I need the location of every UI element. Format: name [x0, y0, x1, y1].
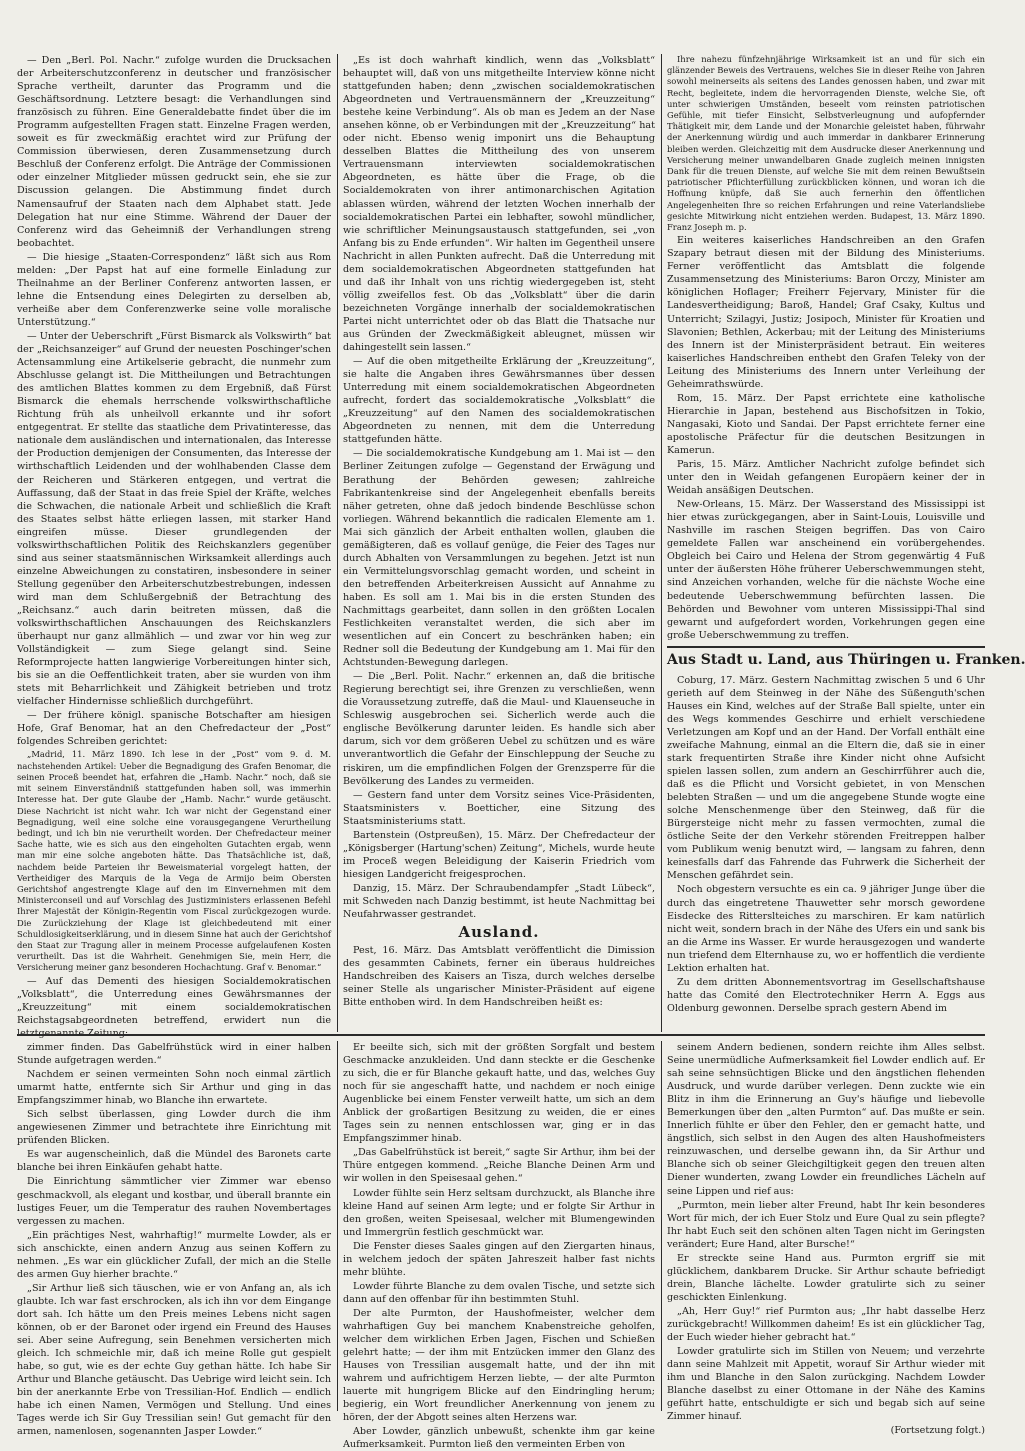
feuilleton-divider — [17, 1034, 985, 1036]
section-rule — [667, 646, 985, 648]
novel-paragraph: zimmer finden. Das Gabelfrühstück wird in einer halben Stunde aufgetragen werden.“ — [17, 1042, 331, 1067]
feuilleton-column-2 — [343, 1041, 655, 1451]
novel-paragraph: Lowder führte Blanche zu dem ovalen Tische, und setzte sich dann auf den offenbar für ihn bestimmten Stuhl. — [343, 1280, 655, 1305]
news-column-2 — [343, 54, 655, 1032]
section-heading-ausland: Ausland. — [458, 923, 540, 942]
column-divider — [661, 1041, 662, 1411]
column-divider — [337, 54, 338, 1032]
news-paragraph: — Auf die oben mitgetheilte Erklärung der „Kreuzzeitung“, sie halte die Angaben ihres Gewährsmannes über dessen Unterredung mit einem socialdemokratischen Abgeordneten aufrecht, fordert das socialdemokratische „Volksblatt“ die „Kreuzzeitung“ auf den Namen des socialdemokratischen Abgeordneten zu nennen, mit dem die Unterredung stattgefunden hätte. — [343, 356, 655, 446]
column-divider — [661, 54, 662, 1032]
novel-paragraph: „Ah, Herr Guy!“ rief Purmton aus; „Ihr habt dasselbe Herz zurückgebracht! Willkommen daheim! Es ist ein glücklicher Tag, der Euch wieder hieher gebracht hat.“ — [667, 1305, 985, 1344]
dateline-bartenstein: Bartenstein (Ostpreußen), 15. März. Der Chefredacteur der „Königsberger (Hartung'schen) Zeitung“, Michels, wurde heute im Proceß wegen Beleidigung der Kaiserin Friedrich vom hiesigen Landgericht freigesprochen. — [343, 829, 655, 880]
novel-paragraph: „Das Gabelfrühstück ist bereit,“ sagte Sir Arthur, ihm bei der Thüre entgegen kommend. „Reiche Blanche Deinen Arm und wir wollen in den Speisesaal gehen.“ — [343, 1147, 655, 1185]
novel-paragraph: Lowder gratulirte sich im Stillen von Neuem; und verzehrte dann seine Mahlzeit mit Appetit, worauf Sir Arthur wieder mit ihm und Blanche in den Salon zurückging. Nachdem Lowder Blanche daselbst zu einer Ottomane in der Nähe des Kamins geführt hatte, entschuldigte er sich und begab sich auf seine Zimmer hinauf. — [667, 1346, 985, 1423]
novel-paragraph: Es war augenscheinlich, daß die Mündel des Baronets carte blanche bei ihren Einkäufen gehabt hatte. — [17, 1149, 331, 1174]
news-paragraph: — Die hiesige „Staaten-Correspondenz“ läßt sich aus Rom melden: „Der Papst hat auf eine formelle Einladung zur Theilnahme an der Berliner Conferenz antworten lassen, er lehne die Entsendung eines Delegirten zu derselben ab, verheiße aber dem Conferenzwerke seine volle moralische Unterstützung.“ — [17, 251, 331, 328]
dateline-danzig: Danzig, 15. März. Der Schraubendampfer „Stadt Lübeck“, mit Schweden nach Danzig bestimmt, ist heute Nachmittag bei Neufahrwasser gestrandet. — [343, 882, 655, 921]
news-paragraph: — Auf das Dementi des hiesigen Socialdemokratischen „Volksblatt“, die Unterredung eines Gewährsmannes der „Kreuzzeitung“ mit einem socialdemokratischen Reichstagsabgeordneten betreffend, erwidert nun die — [17, 975, 331, 1026]
novel-paragraph: Sich selbst überlassen, ging Lowder durch die ihm angewiesenen Zimmer und betrachtete ihre Einrichtung mit prüfenden Blicken. — [17, 1109, 331, 1147]
continuation-note: (Fortsetzung folgt.) — [890, 1425, 985, 1437]
imperial-letter: Ihre nahezu fünfzehnjährige Wirksamkeit ist an und für sich ein glänzender Beweis des Vertrauens, welches Sie in dieser Reihe von Jahren sowohl meinerseits als seitens des Landes genossen haben, und zwar mit Recht, begleitete, indem die hervorragenden Dienste, welche Sie, oft unter schwierigen Umständen, beseelt vom reinsten patriotischen Gefühle, mit tiefer Einsicht, Selbstverleugnung und aufopfernder Thätigkeit mir, dem Lande und der Monarchie geleistet haben, führwahr der Anerkennung würdig und auch immerdar in dankbarer Erinnerung bleiben werden. Gleichzeitig mit dem Ausdrucke dieser Anerkennung und Versicherung meiner unwandelbaren Gnade zugleich meinen innigsten Dank für die treuen Dienste, auf welche Sie mit dem reinen Bewußtsein patriotischer Pflichterfüllung zurückblicken können, und woran ich die Hoffnung knüpfe, daß Sie auch fernerhin den öffentlichen Angelegenheiten Ihre so reichen Erfahrungen und reine Vaterlandsliebe gesichte Mitwirkung nicht entziehen werden. Budapest, 13. März 1890. Franz Joseph m. p. — [667, 54, 985, 233]
news-paragraph: — Unter der Ueberschrift „Fürst Bismarck als Volkswirth“ bat der „Reichsanzeiger“ auf Grund der neuesten Poschinger'schen Actensammlung eine Artikelserie gebracht, die nunmehr zum Abschlusse gelangt ist. Die Mittheilungen und Betrachtungen des amtlichen Blattes kommen zu dem Ergebniß, daß Fürst Bismarck die ehemals herrschende volkswirthschaftliche Richtung früh als unheilvoll erkannte und ihr sofort entgegentrat. Er stellte das staatliche dem Privatinteresse, das nationale dem ausländischen und internationalen, das Interesse der Production demjenigen der Consumenten, das Interesse der wirthschaftlich Leidenden und der wohlhabenden Classe dem der Reicheren und Stärkeren entgegen, und vertrat die Auffassung, daß der Staat in das freie Spiel der Kräfte, welches die Schwachen, die nationale Arbeit und schließlich die Kraft des Staates selbst hätte erliegen lassen, mit starker Hand eingreifen müsse. Dieser grundlegenden der volkswirthschaftlichen Politik des Reichskanzlers gegenüber sind aus seiner staatsmännischen Wirksamkeit allerdings auch einzelne Abweichungen zu constatiren, insbesondere in seiner Stellung gegenüber den Arbeiterschutzbestrebungen, indessen wird man dem Schlußergebniß der Betrachtung des „Reichsanz.“ auch darin beitreten müssen, daß die volkswirthschaftlichen Anschauungen des Reichskanzlers überhaupt nur ganz allmählich — und zwar vor hin weg zur Vollständigkeit — zum Siege gelangt sind. Seine Reformprojecte hatten langwierige Vorbereitungen hinter sich, bis sie an die Oeffentlichkeit traten, aber sie wurden von ihm stets mit Beharrlichkeit und Zähigkeit betrieben und trotz vielfacher Hindernisse schließlich durchgeführt. — [17, 330, 331, 708]
feuilleton-column-1 — [17, 1041, 331, 1438]
letter-quote: „Madrid, 11. März 1890. Ich lese in der „Post“ vom 9. d. M. nachstehenden Artikel: Ueber die Begnadigung des Grafen Benomar, die seinen Proceß beendet hat, erfahren die „Hamb. Nachr.“ noch, daß sie mit seinem Einverständniß stattgefunden haben soll, was immerhin Interesse hat. Der gute Glaube der „Hamb. Nachr.“ wurde getäuscht. Diese Nachricht ist nicht wahr. Ich war nicht der Gegenstand einer Begnadigung, weil eine solche eine vorausgegangene Verurtheilung bedingt, und ich bin nie verurtheilt worden. Der Chefredacteur meiner Sache hatte, wie es sich aus den eingeholten Gutachten ergab, wenn man mir eine solche angeboten hätte. Das Thatsächliche ist, daß, nachdem beide Parteien ihr Beweismaterial vorgelegt hatten, der Vertheidiger des Marquis de la Vega de Armijo beim Obersten Gerichtshof angestrengte Klage auf den im Einvernehmen mit dem Ministerconseil und auf Vorschlag des Justizministers erlassenen Befehl Ihrer Majestät der Königin-Regentin vom Fiscal zurückgezogen wurde. Die Zurückziehung der Klage ist gleichbedeutend mit einer Schuldlosigkeitserklärung, und in diesem Sinne hat auch der Gerichtshof den Staat zur Tragung aller in meinem Processe aufgelaufenen Kosten verurtheilt. Das ist die Wahrheit. Genehmigen Sie, mein Herr, die Versicherung meiner ganz besonderen Hochachtung. Graf v. Benomar.“ — [17, 749, 331, 973]
news-paragraph: — Die „Berl. Polit. Nachr.“ erkennen an, daß die britische Regierung berechtigt sei, ihre Grenzen zu verschließen, wenn die Voraussetzung zutreffe, daß die Maul- und Klauenseuche in Schleswig ausgebrochen sei. Sicherlich werde auch die englische Bevölkerung darunter leiden. Es handle sich aber darum, sich vor dem größeren Uebel zu schützen und es wäre unverantwortlich die Gefahr der Einschleppung der Seuche zu riskiren, um die empfindlichen Folgen der Grenzsperre für die Bevölkerung des Landes zu vermeiden. — [343, 671, 655, 787]
news-paragraph: — Die socialdemokratische Kundgebung am 1. Mai ist — den Berliner Zeitungen zufolge — Gegenstand der Erwägung und Berathung der Behörden gewesen; zahlreiche Fabrikantenkreise sind der Angelegenheit ebenfalls bereits näher getreten, ohne daß jedoch bindende Beschlüsse schon vorliegen. Während bekanntlich die radicalen Elemente am 1. Mai sich gänzlich der Arbeit enthalten wollen, glauben die gemäßigteren, daß es vollauf genüge, die Feier des Tages nur durch Abhalten von Versammlungen zu begehen. Jetzt ist nun ein Vermittelungsvorschlag gemacht worden, und scheint in den betreffenden Arbeiterkreisen Aussicht auf Annahme zu haben. Es soll am 1. Mai bis in die ersten Stunden des Nachmittags gearbeitet, dann sollen in den größten Localen Festlichkeiten veranstaltet werden, die sich aber im wesentlichen auf ein Concert zu beschränken haben; ein Redner soll die Bedeutung der Kundgebung am 1. Mai für den Achtstunden-Bewegung darlegen. — [343, 448, 655, 669]
news-column-1 — [17, 54, 331, 1032]
column-divider — [337, 1041, 338, 1411]
novel-paragraph: Aber Lowder, gänzlich unbewußt, schenkte ihm gar keine Aufmerksamkeit. Purmton ließ den vermeinten Erben von — [343, 1426, 655, 1451]
novel-paragraph: „Sir Arthur ließ sich täuschen, wie er von Anfang an, als ich glaubte. Ich war fast erschrocken, als ich ihn vor dem Eingange dort sah. Ich hätte um den Preis meines Lebens nicht sagen können, ob er der Baronet oder irgend ein Freund des Hauses sei. Aber seine Aufregung, sein Benehmen versicherten mich gleich. Ich schmeichle mir, daß ich meine Rolle gut gespielt habe, so gut, wie es der echte Guy gethan hätte. Ich habe Sir Arthur und Blanche getäuscht. Das Uebrige wird leicht sein. Ich bin der anerkannte Erbe von Tressilian-Hof. Endlich — endlich habe ich einen Namen, Vermögen und Stellung. Und eines Tages werde ich Sir Guy Tressilian sein! Gut gemacht für den armen, namenlosen, sogenannten Jasper Lowder.“ — [17, 1282, 331, 1438]
novel-paragraph: Er beeilte sich, sich mit der größten Sorgfalt und bestem Geschmacke anzukleiden. Und dann steckte er die Geschenke zu sich, die er für Blanche gekauft hatte, und das, welches Guy noch für sie angeschafft hatte, und nachdem er noch einige Augenblicke bei einem Fenster verweilt hatte, um sich an dem Anblick der großartigen Besitzung zu weiden, die er eines Tages sein zu nennen entschlossen war, ging er in das Empfangszimmer hinab. — [343, 1042, 655, 1145]
news-paragraph: — Den „Berl. Pol. Nachr.“ zufolge wurden die Drucksachen der Arbeiterschutzconferenz in deutscher und französischer Sprache vertheilt, darunter das Programm und die Geschäftsordnung. Letztere besagt: die Verhandlungen sind französisch zu führen. Eine Generaldebatte findet über die im Programm aufgestellten Fragen statt. Einzelne Fragen werden, soweit es für zweckmäßig erachtet wird zur Prüfung der Commission überwiesen, deren Zusammensetzung durch Beschluß der Conferenz erfolgt. Die Anträge der Commissionen oder einzelner Mitglieder müssen gedruckt sein, ehe sie zur Discussion gelangen. Die Abstimmung findet durch Namensaufruf der Staaten nach dem Alphabet statt. Jede Delegation hat nur eine Stimme. Während der Dauer der Conferenz wird das Geheimniß der Verhandlungen streng beobachtet. — [17, 55, 331, 249]
novel-paragraph: Der alte Purmton, der Haushofmeister, welcher dem wahrhaftigen Guy bei manchem Knabenstreiche geholfen, welcher dem wirklichen Erben Jagen, Fischen und Schießen gelehrt hatte; — der ihm mit Entzücken immer den Glanz des Hauses von Tressilian ausgemalt hatte, und der ihn mit wahrem und aufrichtigem Herzen liebte, — der alte Purmton lauerte mit hungrigem Blicke auf den Eindringling herum; begierig, ein Wort freundlicher Anerkennung von jenem zu hören, der der Abgott seines alten Herzens war. — [343, 1307, 655, 1424]
novel-paragraph: Lowder fühlte sein Herz seltsam durchzuckt, als Blanche ihre kleine Hand auf seinen Arm legte; und er folgte Sir Arthur in den großen, weiten Speisesaal, welcher mit Blumengewinden und Immergrün festlich geschmückt war. — [343, 1187, 655, 1238]
news-paragraph: — Der frühere königl. spanische Botschafter am hiesigen Hofe, Graf Benomar, hat an den Chefredacteur der „Post“ folgendes Schreiben gerichtet: — [17, 710, 331, 748]
news-paragraph: Zu dem dritten Abonnementsvortrag im Gesellschaftshause hatte das Comité den Electrotechniker Herrn A. Eggs aus Oldenburg gewonnen. Derselbe sprach gestern Abend im — [667, 976, 985, 1014]
news-paragraph: Ein weiteres kaiserliches Handschreiben an den Grafen Szapary betraut diesen mit der Bildung des Ministeriums. Ferner veröffentlicht das Amtsblatt die folgende Zusammensetzung des Ministeriums: Baron Orczy, Minister am königlichen Hoflager; Freiherr Fejervary, Minister für die Landesvertheidigung; Baroß, Handel; Graf Csaky, Kultus und Unterricht; Szilagyi, Justiz; Josipoch, Minister für Kroatien und Slavonien; Bethlen, Ackerbau; mit der Leitung des Ministeriums des Innern ist der Ministerpräsident betraut. Ein weiteres kaiserliches Handschreiben enthebt den Grafen Teleky von der Leitung des Ministeriums des Innern unter Verleihung der Geheimrathswürde. — [667, 235, 985, 390]
novel-paragraph: Die Fenster dieses Saales gingen auf den Ziergarten hinaus, in welchem jedoch der späten Jahreszeit halber fast nichts mehr blühte. — [343, 1240, 655, 1278]
novel-paragraph: seinem Andern bedienen, sondern reichte ihm Alles selbst. Seine unermüdliche Aufmerksamkeit fiel Lowder endlich auf. Er sah seine sehnsüchtigen Blicke und den ängstlichen flehenden Ausdruck, und wurde darüber verlegen. Denn zuckte wie ein Blitz in ihm die Erinnerung an Guy's häufige und liebevolle Bemerkungen über den „alten Purmton“ auf. Das mußte er sein. Innerlich fühlte er über den Fehler, den er gemacht hatte, und ängstlich, sich selbst in den Augen des alten Haushofmeisters reinzuwaschen, und derselbe gewann ihn, da Sir Arthur und Blanche sich ob seiner Gleichgiltigkeit gegen den treuen alten Diener wunderten, zwang Lowder ein freundliches Lächeln auf seine Lippen und rief aus: — [667, 1042, 985, 1197]
dateline-new-orleans: New-Orleans, 15. März. Der Wasserstand des Mississippi ist hier etwas zurückgegangen, aber in Saint-Louis, Louisville und Nashville im raschen Steigen begriffen. Das von Cairo gemeldete Fallen war anscheinend ein vorübergehendes. Obgleich bei Cairo und Helena der Strom gegenwärtig 4 Fuß unter der äußersten Höhe früherer Ueberschwemmungen steht, sind Anzeichen vorhanden, welche für die nächste Woche eine bedeutende Ueberschwemmung befürchten lassen. Die Behörden und Bewohner vom unteren Mississippi-Thal sind gewarnt und aufgefordert worden, Vorkehrungen gegen eine große Ueberschwemmung zu treffen. — [667, 499, 985, 641]
news-column-3 — [667, 54, 1025, 1032]
dateline-pest: Pest, 16. März. Das Amtsblatt veröffentlicht die Dimission des gesammten Cabinets, ferner ein überaus huldreiches Handschreiben des Kaisers an Tisza, durch welches derselbe seiner Stelle als ungarischer Minister-Präsident auf eigene Bitte enthoben wird. In dem Handschreiben heißt es: — [343, 945, 655, 1009]
novel-paragraph: Die Einrichtung sämmtlicher vier Zimmer war ebenso geschmackvoll, als elegant und kostbar, und überall brannte ein lustiges Feuer, um die Temperatur des rauhen Novembertages vergessen zu machen. — [17, 1176, 331, 1227]
feuilleton-column-3 — [667, 1041, 985, 1437]
news-paragraph: Noch obgestern versuchte es ein ca. 9 jähriger Junge über die durch das eingetretene Thauwetter sehr morsch gewordene Eisdecke des Ritterslteiches zu marschiren. Er kam natürlich nicht weit, sondern brach in der Nähe des Ufers ein und sank bis an die Arme ins Wasser. Er wurde herausgezogen und wanderte nun triefend dem Elternhause zu, wo er hoffentlich die verdiente Lektion erhalten hat. — [667, 884, 985, 974]
novel-paragraph: „Purmton, mein lieber alter Freund, habt Ihr kein besonderes Wort für mich, der ich Euer Stolz und Eure Qual zu sein pflegte? Ihr habt Euch seit den schönen alten Tagen nicht im Geringsten verändert; Eure Hand, alter Bursche!“ — [667, 1199, 985, 1250]
dateline-rom: Rom, 15. März. Der Papst errichtete eine katholische Hierarchie in Japan, bestehend aus Bischofsitzen in Tokio, Nangasaki, Kioto und Sandai. Der Papst errichtete ferner eine apostolische Präfectur für die deutschen Besitzungen in Kamerun. — [667, 392, 985, 456]
novel-paragraph: „Ein prächtiges Nest, wahrhaftig!“ murmelte Lowder, als er sich anschickte, einen andern Anzug aus seinen Koffern zu nehmen. „Es war ein glücklicher Zufall, der mich an die Stelle des armen Guy hierher brachte.“ — [17, 1229, 331, 1280]
dateline-paris: Paris, 15. März. Amtlicher Nachricht zufolge befindet sich unter den in Weidah gefangenen Europäern keiner der in Weidah ansäßigen Deutschen. — [667, 459, 985, 497]
news-paragraph: „Es ist doch wahrhaft kindlich, wenn das „Volksblatt“ behauptet will, daß von uns mitgetheilte Interview könne nicht stattgefunden haben; denn „zwischen socialdemokratischen Abgeordneten und Vertrauensmännern der „Kreuzzeitung“ bestehe keine Verbindung“. Als ob man es Jedem an der Nase ansehen könne, ob er Verbindungen mit der „Kreuzzeitung“ hat oder nicht. Ebenso wenig imponirt uns die Behauptung desselben Blattes die Mittheilung des von unserem Vertrauensmann interviewten socialdemokratischen Abgeordneten, es hätte über die Frage, ob die Socialdemokraten von ihrer antimonarchischen Agitation ablassen würden, während der letzten Wochen innerhalb der socialdemokratischen Partei ein lebhafter, sowohl mündlicher, wie schriftlicher Meinungsaustausch stattgefunden, sei „von Anfang bis zu Ende erfunden“. Wir halten im Gegentheil unsere Nachricht in allen Punkten aufrecht. Daß die Unterredung mit dem socialdemokratischen Abgeordneten stattgefunden hat und daß ihr Inhalt von uns richtig wiedergegeben ist, steht völlig zweifellos fest. Ob das „Volksblatt“ über die darin bezeichneten Vorgänge innerhalb der socialdemokratischen Partei nicht unterrichtet oder ob das Blatt die Thatsache nur aus Gründen der Zweckmäßigkeit ableugnet, müssen wir dahingestellt sein lassen.“ — [343, 55, 655, 354]
novel-paragraph: Er streckte seine Hand aus. Purmton ergriff sie mit glücklichem, dankbarem Drucke. Sir Arthur schaute befriedigt drein, Blanche lächelte. Lowder gratulirte sich zu seiner geschickten Einlenkung. — [667, 1252, 985, 1303]
dateline-coburg: Coburg, 17. März. Gestern Nachmittag zwischen 5 und 6 Uhr gerieth auf dem Steinweg in der Nähe des Süßenguth'schen Hauses ein Kind, welches auf der Straße Ball spielte, unter ein des Wegs kommendes Geschirre und erhielt verschiedene Verletzungen am Kopf und an der Hand. Der Vorfall enthält eine zweifache Mahnung, einmal an die Eltern die, daß sie in einer stark frequentirten Straße ihre Kinder nicht ohne Aufsicht spielen lassen sollen, zum andern an Geschirrführer auch die, daß es die Pflicht und Vorsicht gebietet, in von Menschen belebten Straßen — und um die angegebene Stunde wogte eine solche Menschenmenge über den Steinweg, daß für die Bürgersteige nicht mehr zu fassen vermochten, zumal die östliche Seite der den Verkehr störenden Freitreppen halber vom Publikum wenig benutzt wird, — langsam zu fahren, denn keinesfalls darf das Fahrende das Fuhrwerk die Sicherheit der Menschen gefährdet sein. — [667, 674, 985, 882]
novel-paragraph: Nachdem er seinen vermeinten Sohn noch einmal zärtlich umarmt hatte, entfernte sich Sir Arthur und ging in das Empfangszimmer hinab, wo Blanche ihn erwartete. — [17, 1069, 331, 1107]
news-paragraph: — Gestern fand unter dem Vorsitz seines Vice-Präsidenten, Staatsministers v. Boetticher, eine Sitzung des Staatsministeriums statt. — [343, 789, 655, 827]
section-heading-regional: Aus Stadt u. Land, aus Thüringen u. Franken. — [667, 651, 1025, 668]
